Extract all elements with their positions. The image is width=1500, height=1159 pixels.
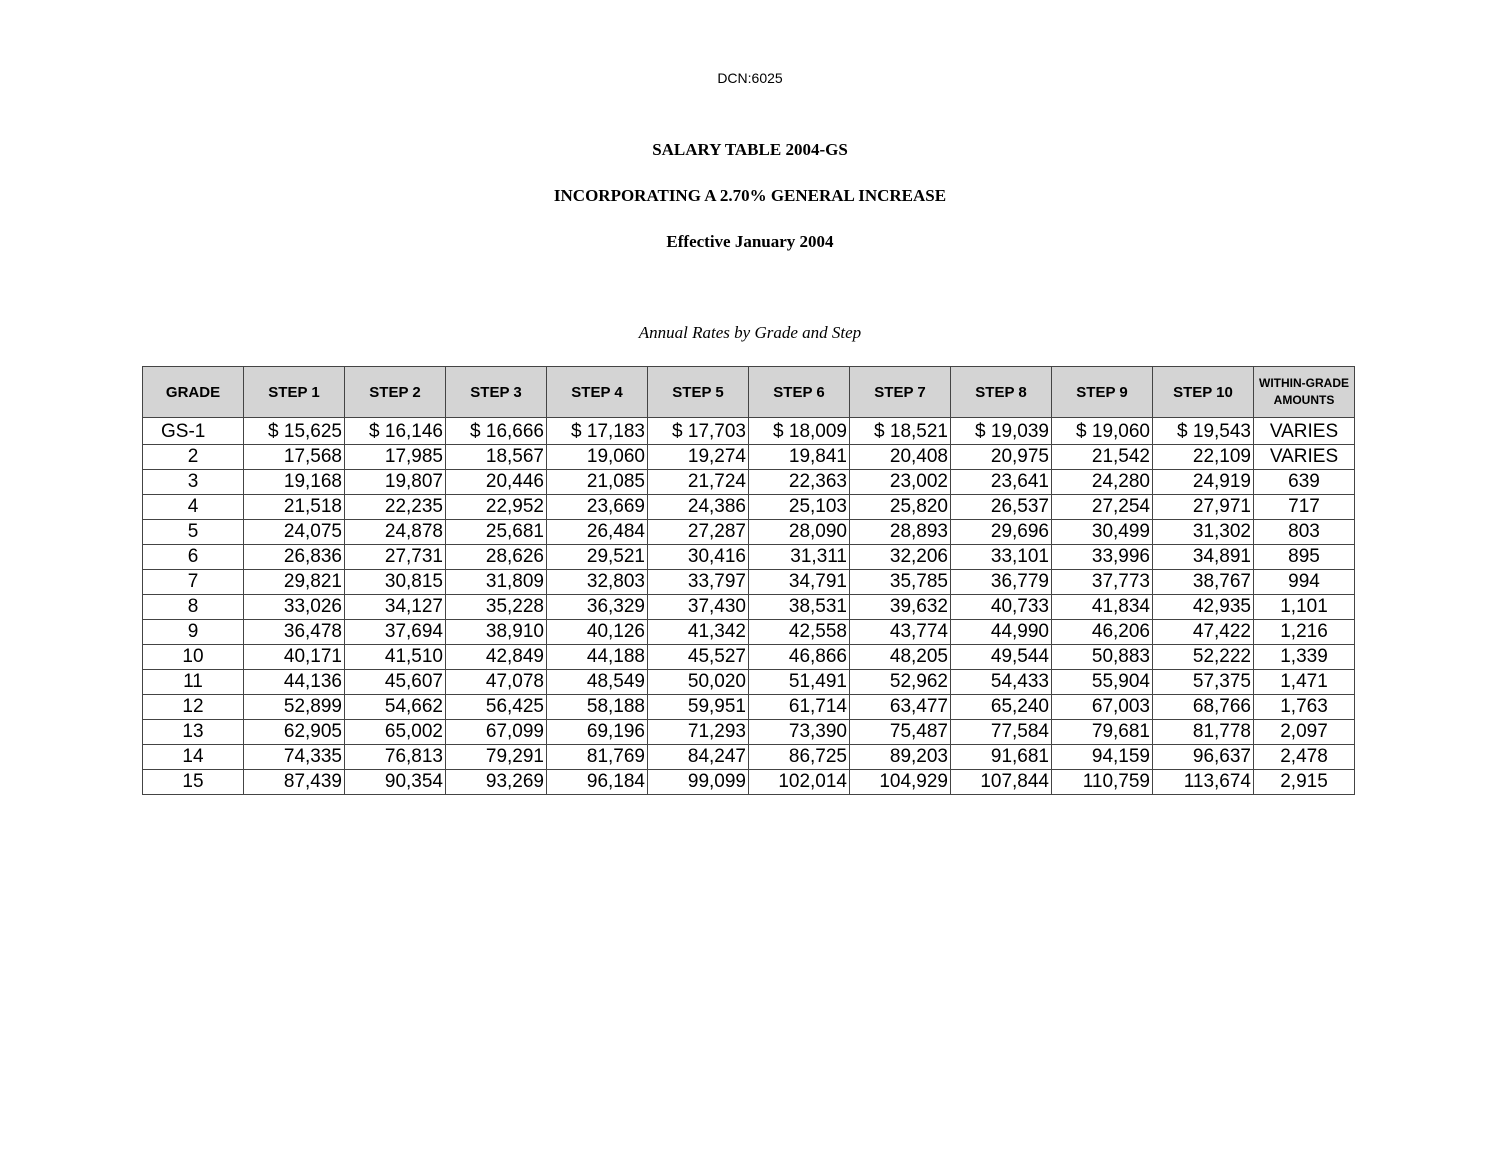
step-4-cell: 29,521 xyxy=(547,545,648,570)
step-5-cell: 24,386 xyxy=(648,495,749,520)
step-6-cell: 42,558 xyxy=(749,620,850,645)
step-4-cell: 19,060 xyxy=(547,445,648,470)
step-2-cell: 76,813 xyxy=(345,745,446,770)
step-2-cell: 37,694 xyxy=(345,620,446,645)
step-9-cell: 46,206 xyxy=(1052,620,1153,645)
step-6-cell: 61,714 xyxy=(749,695,850,720)
step-5-cell: 50,020 xyxy=(648,670,749,695)
step-3-cell: 56,425 xyxy=(446,695,547,720)
step-4-cell: 69,196 xyxy=(547,720,648,745)
step-4-cell: $ 17,183 xyxy=(547,418,648,445)
within-grade-cell: VARIES xyxy=(1254,418,1355,445)
page-subtitle: INCORPORATING A 2.70% GENERAL INCREASE xyxy=(553,186,947,205)
step-3-cell: 20,446 xyxy=(446,470,547,495)
step-4-cell: 48,549 xyxy=(547,670,648,695)
grade-cell: 9 xyxy=(143,620,244,645)
grade-cell: 8 xyxy=(143,595,244,620)
within-grade-cell: 2,097 xyxy=(1254,720,1355,745)
within-grade-cell: 639 xyxy=(1254,470,1355,495)
step-8-cell: 36,779 xyxy=(951,570,1052,595)
step-7-cell: 23,002 xyxy=(850,470,951,495)
step-1-cell: 33,026 xyxy=(244,595,345,620)
within-grade-cell: 2,915 xyxy=(1254,770,1355,795)
header-row xyxy=(143,367,1355,418)
step-1-cell: 52,899 xyxy=(244,695,345,720)
column-header-within-grade xyxy=(1254,367,1355,418)
step-7-cell: $ 18,521 xyxy=(850,418,951,445)
step-9-cell: 30,499 xyxy=(1052,520,1153,545)
step-10-cell: 27,971 xyxy=(1153,495,1254,520)
step-7-cell: 20,408 xyxy=(850,445,951,470)
column-header-step-3: STEP 3 xyxy=(446,367,547,418)
step-10-cell: 47,422 xyxy=(1153,620,1254,645)
within-grade-cell: 1,101 xyxy=(1254,595,1355,620)
step-8-cell: 54,433 xyxy=(951,670,1052,695)
step-8-cell: 23,641 xyxy=(951,470,1052,495)
within-grade-cell: 895 xyxy=(1254,545,1355,570)
step-9-cell: 67,003 xyxy=(1052,695,1153,720)
within-grade-cell: 717 xyxy=(1254,495,1355,520)
table-row xyxy=(143,595,1355,620)
step-1-cell: 19,168 xyxy=(244,470,345,495)
step-7-cell: 52,962 xyxy=(850,670,951,695)
grade-cell: 4 xyxy=(143,495,244,520)
step-10-cell: 34,891 xyxy=(1153,545,1254,570)
table-row xyxy=(143,570,1355,595)
step-8-cell: 44,990 xyxy=(951,620,1052,645)
step-5-cell: 84,247 xyxy=(648,745,749,770)
grade-cell: 12 xyxy=(143,695,244,720)
step-7-cell: 32,206 xyxy=(850,545,951,570)
step-8-cell: 107,844 xyxy=(951,770,1052,795)
step-7-cell: 28,893 xyxy=(850,520,951,545)
step-5-cell: 99,099 xyxy=(648,770,749,795)
step-6-cell: 22,363 xyxy=(749,470,850,495)
step-2-cell: 65,002 xyxy=(345,720,446,745)
grade-cell: GS-1 xyxy=(143,418,244,445)
step-2-cell: 19,807 xyxy=(345,470,446,495)
step-9-cell: 33,996 xyxy=(1052,545,1153,570)
grade-cell: 2 xyxy=(143,445,244,470)
step-4-cell: 40,126 xyxy=(547,620,648,645)
step-10-cell: 52,222 xyxy=(1153,645,1254,670)
grade-cell: 14 xyxy=(143,745,244,770)
table-row xyxy=(143,545,1355,570)
column-header-step-2: STEP 2 xyxy=(345,367,446,418)
column-header-step-1: STEP 1 xyxy=(244,367,345,418)
step-10-cell: 113,674 xyxy=(1153,770,1254,795)
step-5-cell: 21,724 xyxy=(648,470,749,495)
column-header-grade: GRADE xyxy=(143,367,244,418)
table-row xyxy=(143,670,1355,695)
step-7-cell: 39,632 xyxy=(850,595,951,620)
salary-table xyxy=(142,366,1355,795)
step-2-cell: 54,662 xyxy=(345,695,446,720)
step-7-cell: 25,820 xyxy=(850,495,951,520)
step-10-cell: 31,302 xyxy=(1153,520,1254,545)
step-9-cell: 27,254 xyxy=(1052,495,1153,520)
step-3-cell: 25,681 xyxy=(446,520,547,545)
step-9-cell: 110,759 xyxy=(1052,770,1153,795)
step-9-cell: 37,773 xyxy=(1052,570,1153,595)
within-grade-cell: 2,478 xyxy=(1254,745,1355,770)
step-9-cell: 55,904 xyxy=(1052,670,1153,695)
step-7-cell: 35,785 xyxy=(850,570,951,595)
step-1-cell: 87,439 xyxy=(244,770,345,795)
step-2-cell: 30,815 xyxy=(345,570,446,595)
step-3-cell: 47,078 xyxy=(446,670,547,695)
step-9-cell: 79,681 xyxy=(1052,720,1153,745)
column-header-step-7: STEP 7 xyxy=(850,367,951,418)
step-5-cell: $ 17,703 xyxy=(648,418,749,445)
table-row xyxy=(143,520,1355,545)
grade-cell: 13 xyxy=(143,720,244,745)
step-1-cell: 40,171 xyxy=(244,645,345,670)
step-7-cell: 63,477 xyxy=(850,695,951,720)
step-8-cell: 40,733 xyxy=(951,595,1052,620)
step-4-cell: 23,669 xyxy=(547,495,648,520)
step-3-cell: 67,099 xyxy=(446,720,547,745)
step-7-cell: 89,203 xyxy=(850,745,951,770)
step-5-cell: 45,527 xyxy=(648,645,749,670)
table-row xyxy=(143,720,1355,745)
step-7-cell: 48,205 xyxy=(850,645,951,670)
table-row xyxy=(143,620,1355,645)
step-5-cell: 33,797 xyxy=(648,570,749,595)
table-row xyxy=(143,745,1355,770)
step-6-cell: 51,491 xyxy=(749,670,850,695)
grade-cell: 5 xyxy=(143,520,244,545)
step-6-cell: 28,090 xyxy=(749,520,850,545)
column-header-step-4: STEP 4 xyxy=(547,367,648,418)
grade-cell: 3 xyxy=(143,470,244,495)
step-3-cell: 28,626 xyxy=(446,545,547,570)
step-1-cell: 26,836 xyxy=(244,545,345,570)
step-8-cell: 29,696 xyxy=(951,520,1052,545)
grade-cell: 15 xyxy=(143,770,244,795)
step-4-cell: 26,484 xyxy=(547,520,648,545)
step-1-cell: 21,518 xyxy=(244,495,345,520)
step-5-cell: 27,287 xyxy=(648,520,749,545)
within-grade-cell: 1,471 xyxy=(1254,670,1355,695)
step-10-cell: 96,637 xyxy=(1153,745,1254,770)
table-row xyxy=(143,645,1355,670)
step-10-cell: 38,767 xyxy=(1153,570,1254,595)
step-3-cell: 35,228 xyxy=(446,595,547,620)
within-grade-line1: WITHIN-GRADE xyxy=(1259,376,1349,390)
step-1-cell: 36,478 xyxy=(244,620,345,645)
step-2-cell: 34,127 xyxy=(345,595,446,620)
step-10-cell: 57,375 xyxy=(1153,670,1254,695)
step-10-cell: 68,766 xyxy=(1153,695,1254,720)
step-3-cell: $ 16,666 xyxy=(446,418,547,445)
step-3-cell: 18,567 xyxy=(446,445,547,470)
step-5-cell: 71,293 xyxy=(648,720,749,745)
step-3-cell: 93,269 xyxy=(446,770,547,795)
step-9-cell: 24,280 xyxy=(1052,470,1153,495)
grade-cell: 7 xyxy=(143,570,244,595)
document-control-number: DCN:6025 xyxy=(717,70,783,86)
step-2-cell: 24,878 xyxy=(345,520,446,545)
step-3-cell: 79,291 xyxy=(446,745,547,770)
step-9-cell: $ 19,060 xyxy=(1052,418,1153,445)
effective-date: Effective January 2004 xyxy=(666,232,834,251)
step-1-cell: 74,335 xyxy=(244,745,345,770)
step-9-cell: 50,883 xyxy=(1052,645,1153,670)
column-header-step-10: STEP 10 xyxy=(1153,367,1254,418)
step-1-cell: $ 15,625 xyxy=(244,418,345,445)
step-4-cell: 96,184 xyxy=(547,770,648,795)
step-7-cell: 75,487 xyxy=(850,720,951,745)
step-1-cell: 17,568 xyxy=(244,445,345,470)
within-grade-line2: AMOUNTS xyxy=(1273,393,1335,407)
grade-cell: 6 xyxy=(143,545,244,570)
step-4-cell: 81,769 xyxy=(547,745,648,770)
step-6-cell: 19,841 xyxy=(749,445,850,470)
step-1-cell: 29,821 xyxy=(244,570,345,595)
step-4-cell: 21,085 xyxy=(547,470,648,495)
step-6-cell: 73,390 xyxy=(749,720,850,745)
step-1-cell: 24,075 xyxy=(244,520,345,545)
step-6-cell: 46,866 xyxy=(749,645,850,670)
within-grade-cell: 1,763 xyxy=(1254,695,1355,720)
step-6-cell: 86,725 xyxy=(749,745,850,770)
grade-cell: 11 xyxy=(143,670,244,695)
step-3-cell: 42,849 xyxy=(446,645,547,670)
step-8-cell: 20,975 xyxy=(951,445,1052,470)
step-10-cell: 42,935 xyxy=(1153,595,1254,620)
step-2-cell: 45,607 xyxy=(345,670,446,695)
step-6-cell: 31,311 xyxy=(749,545,850,570)
step-8-cell: 91,681 xyxy=(951,745,1052,770)
table-row xyxy=(143,695,1355,720)
step-9-cell: 41,834 xyxy=(1052,595,1153,620)
step-4-cell: 44,188 xyxy=(547,645,648,670)
table-row xyxy=(143,418,1355,445)
column-header-step-5: STEP 5 xyxy=(648,367,749,418)
table-row xyxy=(143,445,1355,470)
table-caption: Annual Rates by Grade and Step xyxy=(638,323,862,342)
step-6-cell: 25,103 xyxy=(749,495,850,520)
within-grade-cell: 994 xyxy=(1254,570,1355,595)
step-2-cell: 27,731 xyxy=(345,545,446,570)
step-2-cell: 17,985 xyxy=(345,445,446,470)
column-header-step-6: STEP 6 xyxy=(749,367,850,418)
step-1-cell: 44,136 xyxy=(244,670,345,695)
step-2-cell: 41,510 xyxy=(345,645,446,670)
step-6-cell: 38,531 xyxy=(749,595,850,620)
step-5-cell: 41,342 xyxy=(648,620,749,645)
step-8-cell: 26,537 xyxy=(951,495,1052,520)
within-grade-cell: 803 xyxy=(1254,520,1355,545)
step-3-cell: 31,809 xyxy=(446,570,547,595)
step-6-cell: 102,014 xyxy=(749,770,850,795)
step-5-cell: 19,274 xyxy=(648,445,749,470)
step-8-cell: 33,101 xyxy=(951,545,1052,570)
step-7-cell: 43,774 xyxy=(850,620,951,645)
step-2-cell: 22,235 xyxy=(345,495,446,520)
table-row xyxy=(143,495,1355,520)
step-8-cell: 77,584 xyxy=(951,720,1052,745)
step-1-cell: 62,905 xyxy=(244,720,345,745)
table-body xyxy=(143,418,1355,795)
column-header-step-9: STEP 9 xyxy=(1052,367,1153,418)
step-7-cell: 104,929 xyxy=(850,770,951,795)
step-9-cell: 94,159 xyxy=(1052,745,1153,770)
table-row xyxy=(143,770,1355,795)
step-4-cell: 58,188 xyxy=(547,695,648,720)
step-10-cell: 24,919 xyxy=(1153,470,1254,495)
step-6-cell: $ 18,009 xyxy=(749,418,850,445)
step-5-cell: 30,416 xyxy=(648,545,749,570)
step-3-cell: 38,910 xyxy=(446,620,547,645)
step-10-cell: $ 19,543 xyxy=(1153,418,1254,445)
within-grade-cell: 1,216 xyxy=(1254,620,1355,645)
within-grade-cell: 1,339 xyxy=(1254,645,1355,670)
step-10-cell: 22,109 xyxy=(1153,445,1254,470)
within-grade-cell: VARIES xyxy=(1254,445,1355,470)
column-header-step-8: STEP 8 xyxy=(951,367,1052,418)
step-10-cell: 81,778 xyxy=(1153,720,1254,745)
step-3-cell: 22,952 xyxy=(446,495,547,520)
step-5-cell: 59,951 xyxy=(648,695,749,720)
step-5-cell: 37,430 xyxy=(648,595,749,620)
step-2-cell: 90,354 xyxy=(345,770,446,795)
step-8-cell: $ 19,039 xyxy=(951,418,1052,445)
grade-cell: 10 xyxy=(143,645,244,670)
table-row xyxy=(143,470,1355,495)
page-title: SALARY TABLE 2004-GS xyxy=(652,140,848,159)
step-6-cell: 34,791 xyxy=(749,570,850,595)
step-8-cell: 65,240 xyxy=(951,695,1052,720)
step-4-cell: 32,803 xyxy=(547,570,648,595)
step-9-cell: 21,542 xyxy=(1052,445,1153,470)
step-4-cell: 36,329 xyxy=(547,595,648,620)
step-2-cell: $ 16,146 xyxy=(345,418,446,445)
step-8-cell: 49,544 xyxy=(951,645,1052,670)
